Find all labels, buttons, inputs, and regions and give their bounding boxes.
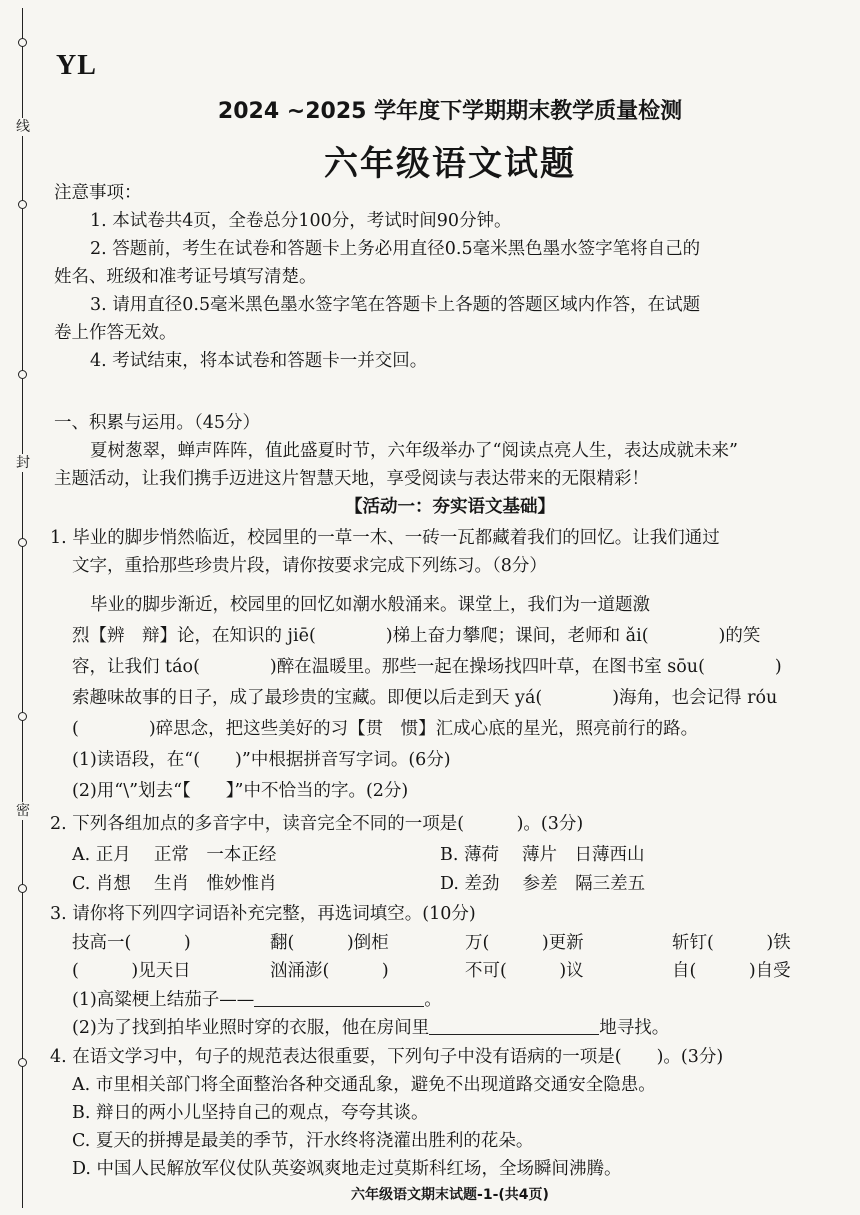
fill-1-text: (1)高粱梗上结茄子—— — [72, 990, 255, 1010]
fill-2-end: 地寻找。 — [599, 1018, 670, 1038]
notice-heading: 注意事项： — [54, 183, 142, 203]
notice-item: 1. 本试卷共4页，全卷总分100分，考试时间90分钟。 — [90, 211, 512, 231]
question-1-stem: 1. 毕业的脚步悄然临近，校园里的一草一木、一砖一瓦都藏着我们的回忆。让我们通过 — [50, 528, 720, 548]
answer-blank[interactable] — [429, 1016, 599, 1035]
fill-1-end: 。 — [424, 990, 442, 1010]
question-3-fill-2 — [72, 1016, 669, 1040]
binding-line — [22, 8, 23, 1208]
page-footer: 六年级语文期末试题-1-(共4页) — [351, 1187, 549, 1203]
question-4-option: D. 中国人民解放军仪仗队英姿飒爽地走过莫斯科红场，全场瞬间沸腾。 — [72, 1159, 622, 1179]
idiom-blank: 翻( )倒柜 — [270, 933, 389, 953]
question-3-stem: 3. 请你将下列四字词语补充完整，再选词填空。(10分) — [50, 904, 476, 924]
exam-title: 2024 ~2025 学年度下学期期末教学质量检测 — [217, 99, 683, 124]
question-1-sub2: (2)用“\”划去“【 】”中不恰当的字。(2分) — [72, 781, 409, 801]
binding-hole — [18, 538, 27, 547]
notice-item: 2. 答题前，考生在试卷和答题卡上务必用直径0.5毫米黑色墨水签字笔将自己的 — [90, 239, 701, 259]
question-1-sub1: (1)读语段，在“( )”中根据拼音写字词。(6分) — [72, 750, 451, 770]
binding-hole — [18, 884, 27, 893]
question-4-stem: 4. 在语文学习中，句子的规范表达很重要，下列句子中没有语病的一项是( )。(3分) — [50, 1047, 724, 1067]
answer-blank[interactable] — [254, 988, 424, 1007]
question-4-option: C. 夏天的拼搏是最美的季节，汗水终将浇灌出胜利的花朵。 — [72, 1131, 534, 1151]
notice-item: 卷上作答无效。 — [54, 323, 177, 343]
section-heading: 一、积累与运用。（45分） — [54, 413, 261, 433]
idiom-blank: 斩钉( )铁 — [672, 933, 791, 953]
question-1-stem: 文字，重拾那些珍贵片段，请你按要求完成下列练习。（8分） — [72, 556, 547, 576]
binding-hole — [18, 370, 27, 379]
binding-char-feng: 封 — [16, 455, 30, 471]
idiom-blank: 技高一( ) — [72, 933, 191, 953]
notice-item: 姓名、班级和准考证号填写清楚。 — [54, 267, 317, 287]
question-2-option-b: B. 薄荷 薄片 日薄西山 — [440, 845, 645, 865]
question-4-option: B. 辩日的两小儿坚持自己的观点，夸夸其谈。 — [72, 1103, 429, 1123]
question-1-passage: 容，让我们 táo( )醉在温暖里。那些一起在操场找四叶草，在图书室 sōu( ) — [72, 657, 782, 677]
idiom-blank: ( )见天日 — [72, 961, 191, 981]
fill-2-text: (2)为了找到拍毕业照时穿的衣服，他在房间里 — [72, 1018, 430, 1038]
binding-hole — [18, 200, 27, 209]
idiom-blank: 不可( )议 — [465, 961, 584, 981]
binding-hole — [18, 712, 27, 721]
question-1-passage: 索趣味故事的日子，成了最珍贵的宝藏。即便以后走到天 yá( )海角，也会记得 róu — [72, 688, 778, 708]
paper-code: YL — [56, 50, 97, 81]
exam-page — [50, 0, 850, 1215]
idiom-blank: 万( )更新 — [465, 933, 584, 953]
binding-hole — [18, 1058, 27, 1067]
exam-subject-title: 六年级语文试题 — [324, 144, 576, 184]
question-1-passage: ( )碎思念，把这些美好的习【贯 惯】汇成心底的星光，照亮前行的路。 — [72, 719, 699, 739]
question-3-fill-1 — [72, 988, 442, 1012]
section-intro: 夏树葱翠，蝉声阵阵，值此盛夏时节，六年级举办了“阅读点亮人生，表达成就未来” — [90, 441, 738, 461]
question-2-option-c: C. 肖想 生肖 惟妙惟肖 — [72, 874, 277, 894]
question-2-option-d: D. 差劲 参差 隔三差五 — [440, 874, 646, 894]
binding-char-mi: 密 — [16, 803, 30, 819]
idiom-blank: 自( )自受 — [672, 961, 791, 981]
idiom-blank: 汹涌澎( ) — [270, 961, 389, 981]
binding-char-xian: 线 — [16, 119, 30, 135]
binding-hole — [18, 38, 27, 47]
question-4-option: A. 市里相关部门将全面整治各种交通乱象，避免不出现道路交通安全隐患。 — [72, 1075, 656, 1095]
notice-item: 3. 请用直径0.5毫米黑色墨水签字笔在答题卡上各题的答题区域内作答，在试题 — [90, 295, 701, 315]
section-intro: 主题活动，让我们携手迈进这片智慧天地，享受阅读与表达带来的无限精彩！ — [54, 469, 649, 489]
question-2-stem: 2. 下列各组加点的多音字中，读音完全不同的一项是( )。(3分) — [50, 814, 584, 834]
question-1-passage: 烈【辨 辩】论，在知识的 jiē( )梯上奋力攀爬；课间，老师和 ǎi( )的笑 — [72, 626, 761, 646]
activity-heading: 【活动一：夯实语文基础】 — [345, 497, 555, 517]
binding-margin — [0, 0, 40, 1215]
question-1-passage: 毕业的脚步渐近，校园里的回忆如潮水般涌来。课堂上，我们为一道题激 — [90, 595, 650, 615]
question-2-option-a: A. 正月 正常 一本正经 — [72, 845, 277, 865]
notice-item: 4. 考试结束，将本试卷和答题卡一并交回。 — [90, 351, 428, 371]
